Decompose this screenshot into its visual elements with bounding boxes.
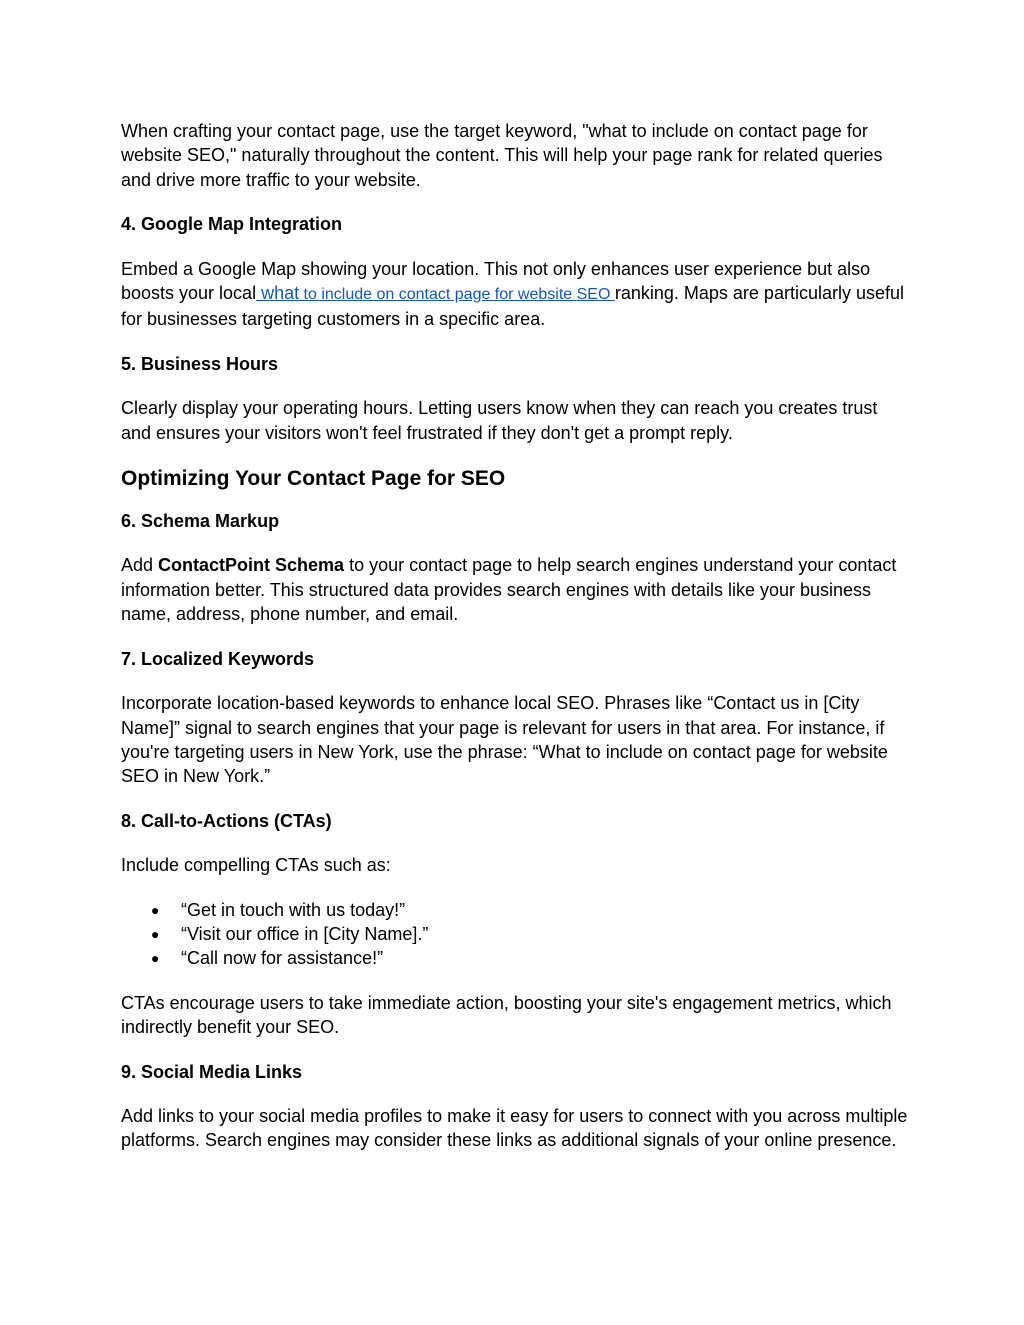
paragraph-schema-markup — [121, 553, 911, 626]
list-item — [151, 946, 911, 970]
list-item — [151, 922, 911, 946]
heading-social-media-links: 9. Social Media Links — [121, 1061, 303, 1082]
paragraph-google-map — [121, 257, 911, 332]
cta-bullet-list — [121, 898, 911, 971]
bullet-icon: ● — [151, 950, 160, 967]
heading-call-to-actions: 8. Call-to-Actions (CTAs) — [121, 810, 332, 831]
cta-item-text: “Visit our office in [City Name].” — [181, 923, 429, 944]
heading-business-hours: 5. Business Hours — [121, 353, 279, 374]
heading-schema-markup: 6. Schema Markup — [121, 511, 280, 532]
intro-paragraph: When crafting your contact page, use the target keyword, "what to include on contact page for website SEO," naturally throughout the content. This will help your page rank for related queries and drive more traffic to your website. — [121, 121, 883, 190]
main-heading-optimizing: Optimizing Your Contact Page for SEO — [121, 467, 506, 491]
document-page — [121, 119, 911, 1173]
paragraph-cta-outro: CTAs encourage users to take immediate action, boosting your site's engagement metrics, which indirectly benefit your SEO. — [121, 992, 892, 1038]
google-map-text-end: ranking. Maps are particularly useful for businesses targeting customers in a specific area. — [121, 283, 904, 330]
seo-keyword-link-rest: to include on contact page for website SEO — [299, 286, 615, 304]
seo-keyword-link[interactable] — [256, 283, 615, 303]
seo-keyword-link-word: what — [256, 283, 300, 304]
bullet-icon: ● — [151, 901, 160, 918]
paragraph-cta-intro: Include compelling CTAs such as: — [121, 855, 391, 876]
list-item — [151, 898, 911, 922]
cta-item-text: “Get in touch with us today!” — [181, 899, 406, 920]
schema-text-start: Add — [121, 555, 159, 576]
schema-text-end: to your contact page to help search engines understand your contact information better. This structured data provides search engines with details like your business name, address, phone number, and email. — [121, 555, 897, 625]
paragraph-localized-keywords: Incorporate location-based keywords to enhance local SEO. Phrases like “Contact us in [City Name]” signal to search engines that your page is relevant for users in that area. For instance, if you're targeting users in New York, use the phrase: “What to include on contact page for website SEO in New York.” — [121, 693, 888, 787]
heading-localized-keywords: 7. Localized Keywords — [121, 648, 315, 669]
schema-bold-term: ContactPoint Schema — [158, 555, 345, 576]
paragraph-business-hours: Clearly display your operating hours. Letting users know when they can reach you creates trust and ensures your visitors won't feel frustrated if they don't get a prompt reply. — [121, 398, 878, 443]
heading-google-map-integration: 4. Google Map Integration — [121, 214, 343, 235]
cta-item-text: “Call now for assistance!” — [181, 948, 384, 969]
google-map-text-start: Embed a Google Map showing your location. This not only enhances user experience but also boosts your local — [121, 258, 871, 304]
bullet-icon: ● — [151, 925, 160, 942]
paragraph-social-media: Add links to your social media profiles to make it easy for users to connect with you across multiple platforms. Search engines may consider these links as additional signals of your online presence. — [121, 1105, 908, 1151]
